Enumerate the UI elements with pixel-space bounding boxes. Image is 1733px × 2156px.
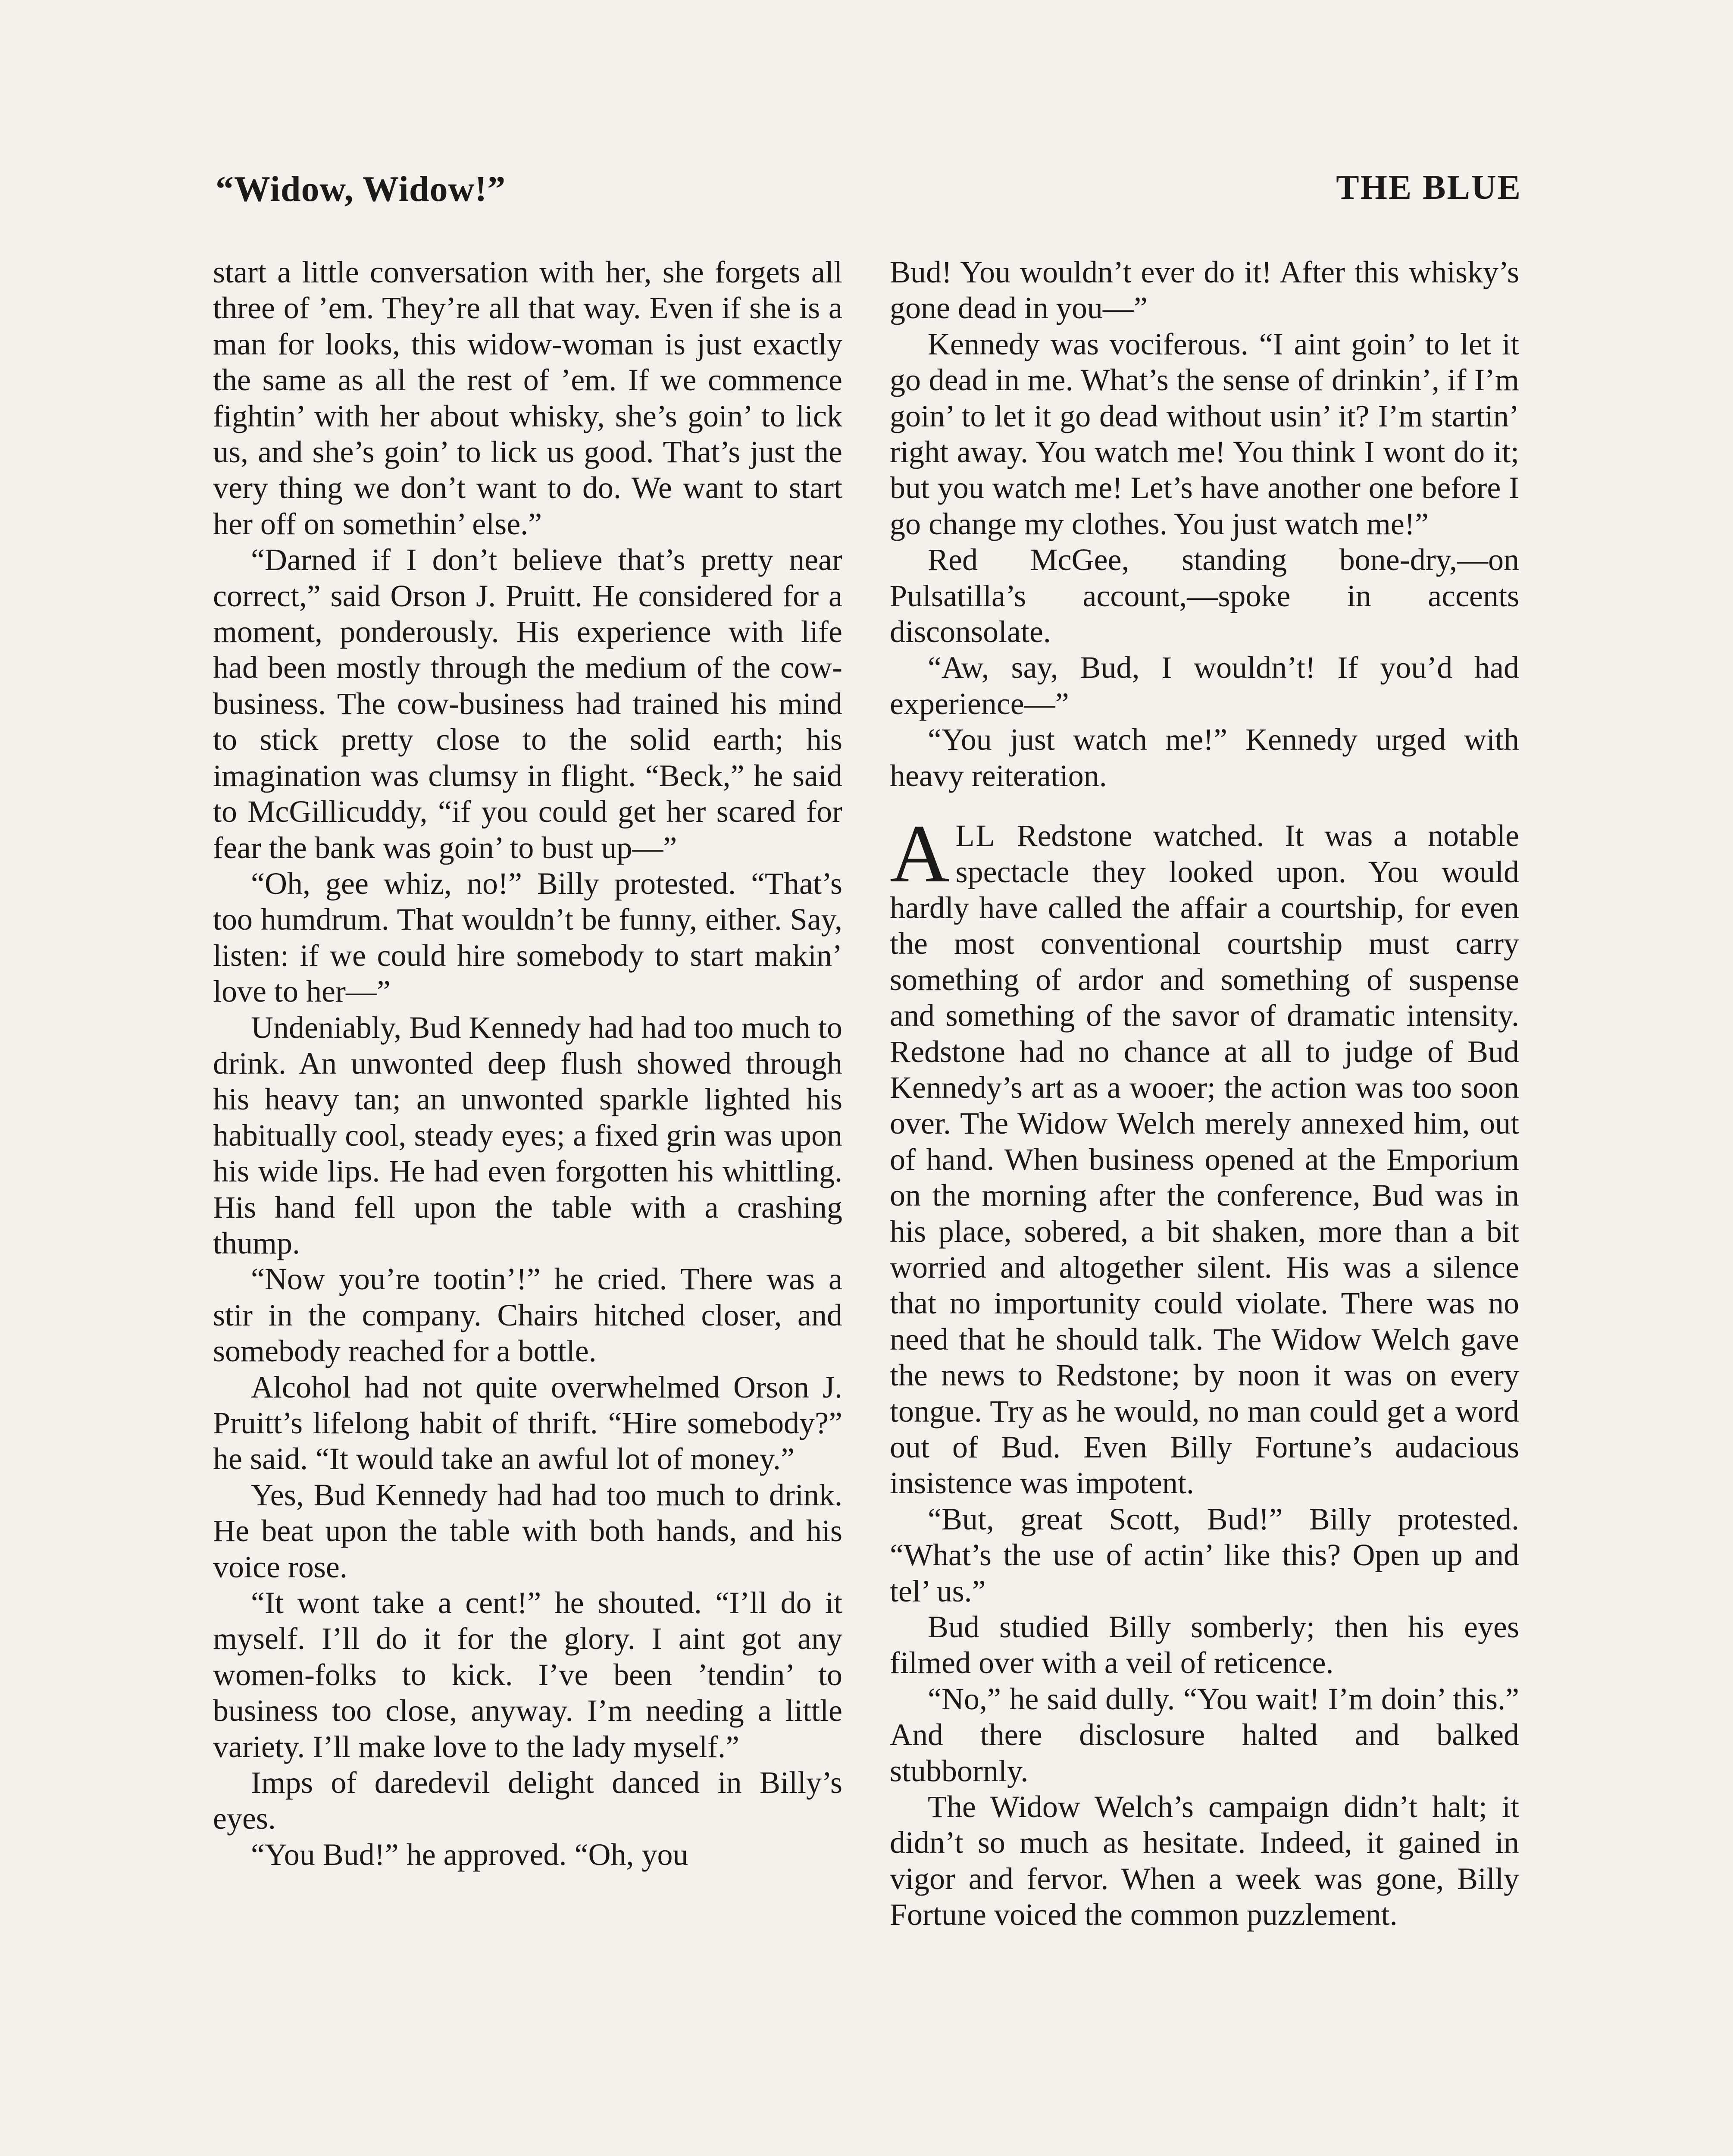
paragraph: “No,” he said dully. “You wait! I’m doin’ this.” And there disclosure halted and balked stubbornly. xyxy=(890,1681,1519,1788)
magazine-title-header: THE BLUE xyxy=(1336,169,1522,207)
paragraph: “Darned if I don’t believe that’s pretty near correct,” said Orson J. Pruitt. He considered for a moment, ponderously. His experience with life had been mostly through the medium of the cow-business. The cow-business had trained his mind to stick pretty close to the solid earth; his imagination was clumsy in flight. “Beck,” he said to McGillicuddy, “if you could get her scared for fear the bank was goin’ to bust up—” xyxy=(213,542,842,865)
paragraph: “You Bud!” he approved. “Oh, you xyxy=(251,1837,688,1872)
paragraph: Bud studied Billy somberly; then his eyes filmed over with a veil of reticence. xyxy=(890,1610,1519,1680)
left-text-column xyxy=(213,254,842,1873)
paragraph: “Now you’re tootin’!” he cried. There was a stir in the company. Chairs hitched closer, and somebody reached for a bottle. xyxy=(213,1262,842,1369)
paragraph: “Aw, say, Bud, I wouldn’t! If you’d had experience—” xyxy=(890,650,1519,721)
paragraph: “Oh, gee whiz, no!” Billy protested. “That’s too humdrum. That wouldn’t be funny, either. Say, listen: if we could hire somebody to start makin’ love to her—” xyxy=(213,866,842,1009)
paragraph: Red McGee, standing bone-dry,—on Pulsatilla’s account,—spoke in accents disconsolate. xyxy=(890,542,1519,649)
right-text-column xyxy=(890,254,1519,1933)
paragraph: Imps of daredevil delight danced in Billy’s eyes. xyxy=(213,1765,842,1836)
paragraph: Bud! You wouldn’t ever do it! After this whisky’s gone dead in you—” xyxy=(890,255,1519,326)
section-opening-text: Redstone watched. It was a notable spectacle they looked upon. You would hardly have called the affair a courtship, for even the most conventional courtship must carry something of ardor and something of suspense and something of the savor of dramatic intensity. Redstone had no chance at all to judge of Bud Kennedy’s art as a wooer; the action was too soon over. The Widow Welch merely annexed him, out of hand. When business opened at the Emporium on the morning after the conference, Bud was in his place, sobered, a bit shaken, more than a bit worried and altogether silent. His was a silence that no importunity could violate. There was no need that he should talk. The Widow Welch gave the news to Redstone; by noon it was on every tongue. Try as he would, no man could get a word out of Bud. Even Billy Fortune’s audacious insistence was impotent. xyxy=(890,818,1519,1501)
paragraph: “It wont take a cent!” he shouted. “I’ll do it myself. I’ll do it for the glory. I aint got any women-folks to kick. I’ve been ’tendin’ to business too close, anyway. I’m needing a little variety. I’ll make love to the lady myself.” xyxy=(213,1586,842,1764)
paragraph: “But, great Scott, Bud!” Billy protested. “What’s the use of actin’ like this? Open up and tel’ us.” xyxy=(890,1501,1519,1608)
paragraph: Alcohol had not quite overwhelmed Orson J. Pruitt’s lifelong habit of thrift. “Hire somebody?” he said. “It would take an awful lot of money.” xyxy=(213,1369,842,1476)
story-title-header: “Widow, Widow!” xyxy=(216,169,506,209)
paragraph: “You just watch me!” Kennedy urged with heavy reiteration. xyxy=(890,722,1519,793)
paragraph: Yes, Bud Kennedy had had too much to drink. He beat upon the table with both hands, and his voice rose. xyxy=(213,1477,842,1584)
section-opening-paragraph xyxy=(890,808,1519,1501)
paragraph: start a little conversation with her, she forgets all three of ’em. They’re all that way. Even if she is a man for looks, this widow-woman is just exactly the same as all the rest of ’em. If we commence fightin’ with her about whisky, she’s goin’ to lick us, and she’s goin’ to lick us good. That’s just the very thing we don’t want to do. We want to start her off on somethin’ else.” xyxy=(213,255,842,541)
paragraph: Undeniably, Bud Kennedy had had too much to drink. An unwonted deep flush showed through his heavy tan; an unwonted sparkle lighted his habitually cool, steady eyes; a fixed grin was upon his wide lips. He had even forgotten his whittling. His hand fell upon the table with a crashing thump. xyxy=(213,1010,842,1260)
paragraph: Kennedy was vociferous. “I aint goin’ to let it go dead in me. What’s the sense of drinkin’, if I’m goin’ to let it go dead without usin’ it? I’m startin’ right away. You watch me! You think I wont do it; but you watch me! Let’s have another one before I go change my clothes. You just watch me!” xyxy=(890,326,1519,541)
small-caps-lead: LL xyxy=(955,818,996,853)
paragraph: The Widow Welch’s campaign didn’t halt; it didn’t so much as hesitate. Indeed, it gained in vigor and fervor. When a week was gone, Billy Fortune voiced the common puzzlement. xyxy=(890,1789,1519,1932)
drop-cap: A xyxy=(890,808,950,900)
